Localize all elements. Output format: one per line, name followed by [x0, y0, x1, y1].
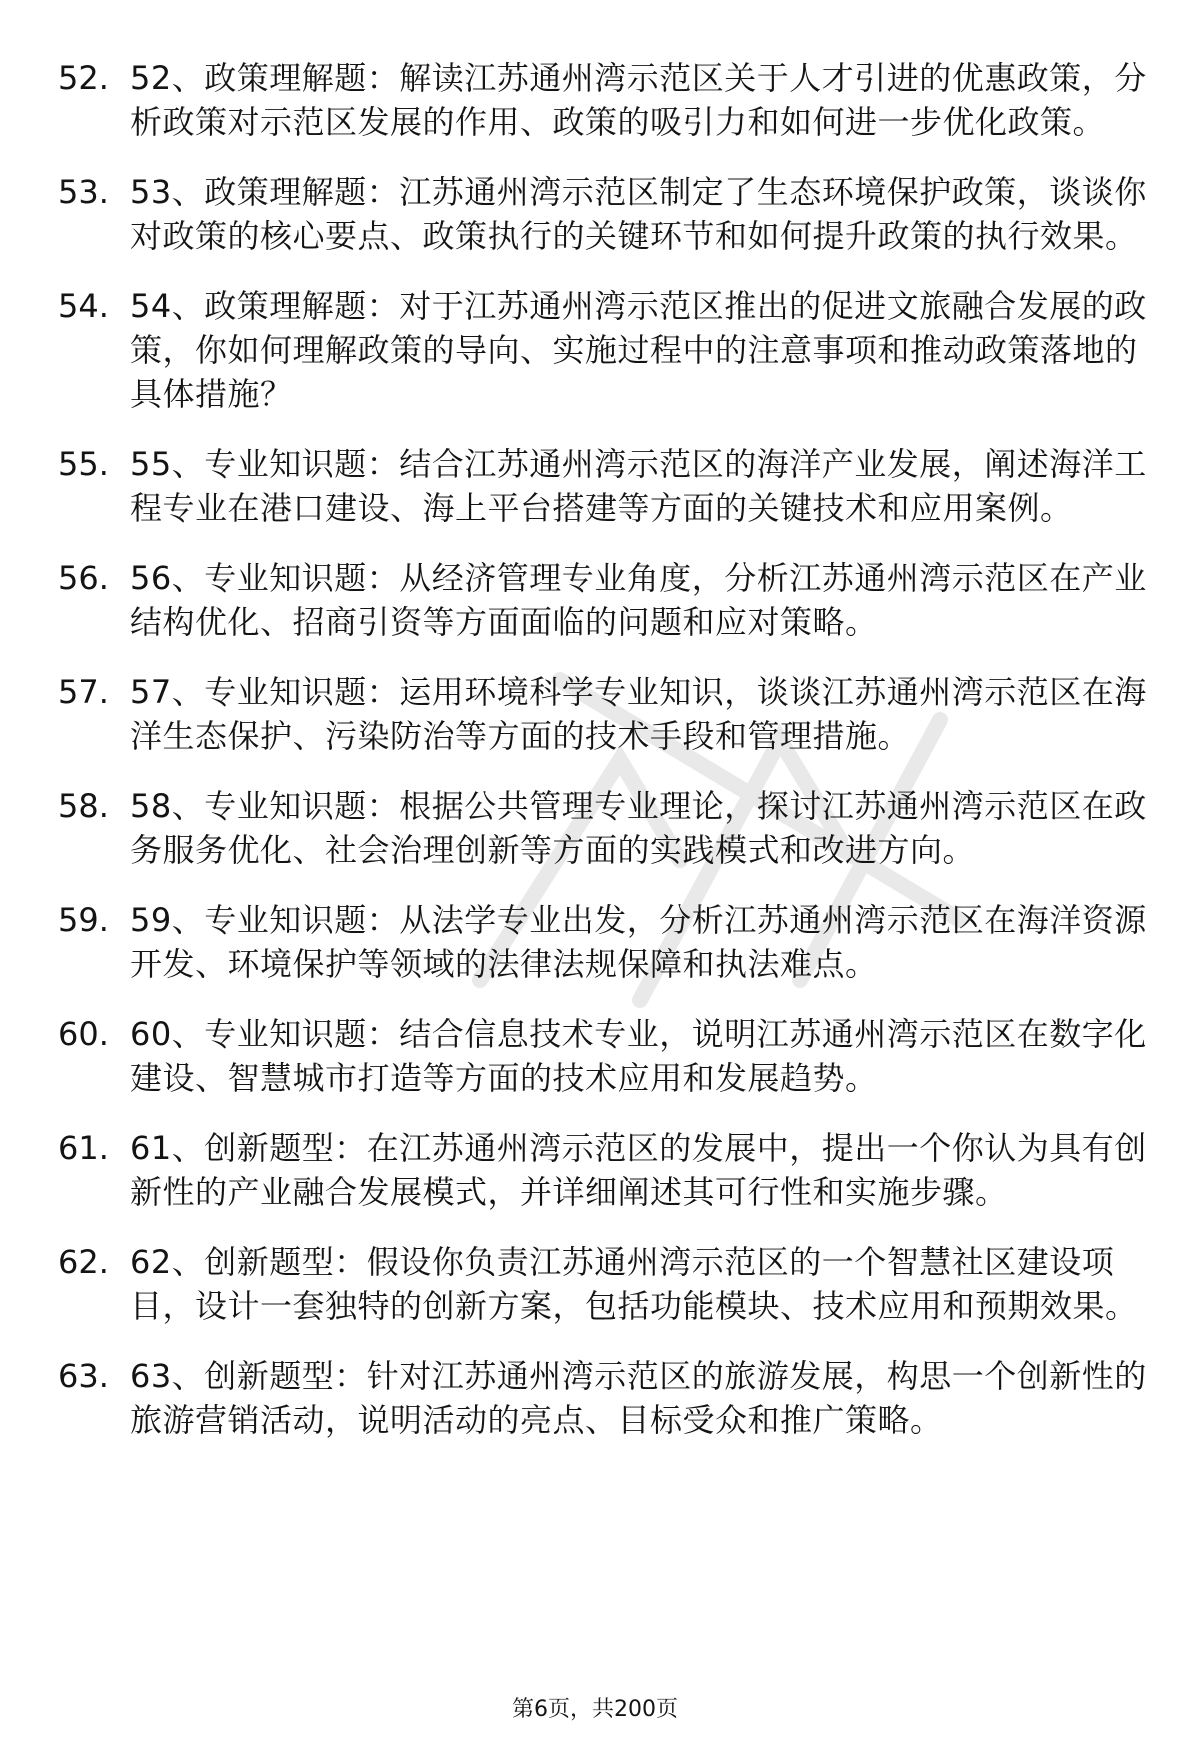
question-number: 55. [58, 445, 109, 483]
question-text: 59、专业知识题：从法学专业出发，分析江苏通州湾示范区在海洋资源开发、环境保护等领域的法律法规保障和执法难点。 [130, 901, 1147, 983]
question-text: 53、政策理解题：江苏通州湾示范区制定了生态环境保护政策，谈谈你对政策的核心要点、政策执行的关键环节和如何提升政策的执行效果。 [130, 173, 1147, 255]
question-number: 54. [58, 287, 109, 325]
question-text: 52、政策理解题：解读江苏通州湾示范区关于人才引进的优惠政策，分析政策对示范区发展的作用、政策的吸引力和如何进一步优化政策。 [130, 59, 1147, 141]
question-number: 57. [58, 673, 109, 711]
question-item [58, 1354, 1148, 1442]
question-text: 57、专业知识题：运用环境科学专业知识，谈谈江苏通州湾示范区在海洋生态保护、污染防治等方面的技术手段和管理措施。 [130, 673, 1147, 755]
question-item [58, 1012, 1148, 1100]
question-item [58, 670, 1148, 758]
page-footer [0, 1692, 1190, 1723]
question-item [58, 1240, 1148, 1328]
question-text: 54、政策理解题：对于江苏通州湾示范区推出的促进文旅融合发展的政策，你如何理解政策的导向、实施过程中的注意事项和推动政策落地的具体措施？ [130, 287, 1147, 413]
question-item [58, 56, 1148, 144]
question-number: 61. [58, 1129, 109, 1167]
question-item [58, 442, 1148, 530]
question-number: 53. [58, 173, 109, 211]
question-number: 63. [58, 1357, 109, 1395]
question-item [58, 898, 1148, 986]
question-text: 56、专业知识题：从经济管理专业角度，分析江苏通州湾示范区在产业结构优化、招商引资等方面面临的问题和应对策略。 [130, 559, 1147, 641]
question-number: 60. [58, 1015, 109, 1053]
question-list [58, 56, 1148, 1468]
question-text: 63、创新题型：针对江苏通州湾示范区的旅游发展，构思一个创新性的旅游营销活动，说明活动的亮点、目标受众和推广策略。 [130, 1357, 1147, 1439]
question-item [58, 1126, 1148, 1214]
question-text: 60、专业知识题：结合信息技术专业，说明江苏通州湾示范区在数字化建设、智慧城市打造等方面的技术应用和发展趋势。 [130, 1015, 1147, 1097]
page-number-label: 第6页，共200页 [512, 1697, 678, 1722]
question-number: 52. [58, 59, 109, 97]
question-number: 58. [58, 787, 109, 825]
question-number: 59. [58, 901, 109, 939]
question-number: 56. [58, 559, 109, 597]
question-text: 58、专业知识题：根据公共管理专业理论，探讨江苏通州湾示范区在政务服务优化、社会治理创新等方面的实践模式和改进方向。 [130, 787, 1147, 869]
question-number: 62. [58, 1243, 109, 1281]
question-text: 61、创新题型：在江苏通州湾示范区的发展中，提出一个你认为具有创新性的产业融合发展模式，并详细阐述其可行性和实施步骤。 [130, 1129, 1147, 1211]
question-item [58, 170, 1148, 258]
question-item [58, 784, 1148, 872]
question-item [58, 284, 1148, 416]
question-item [58, 556, 1148, 644]
question-text: 55、专业知识题：结合江苏通州湾示范区的海洋产业发展，阐述海洋工程专业在港口建设、海上平台搭建等方面的关键技术和应用案例。 [130, 445, 1147, 527]
question-text: 62、创新题型：假设你负责江苏通州湾示范区的一个智慧社区建设项目，设计一套独特的创新方案，包括功能模块、技术应用和预期效果。 [130, 1243, 1138, 1325]
